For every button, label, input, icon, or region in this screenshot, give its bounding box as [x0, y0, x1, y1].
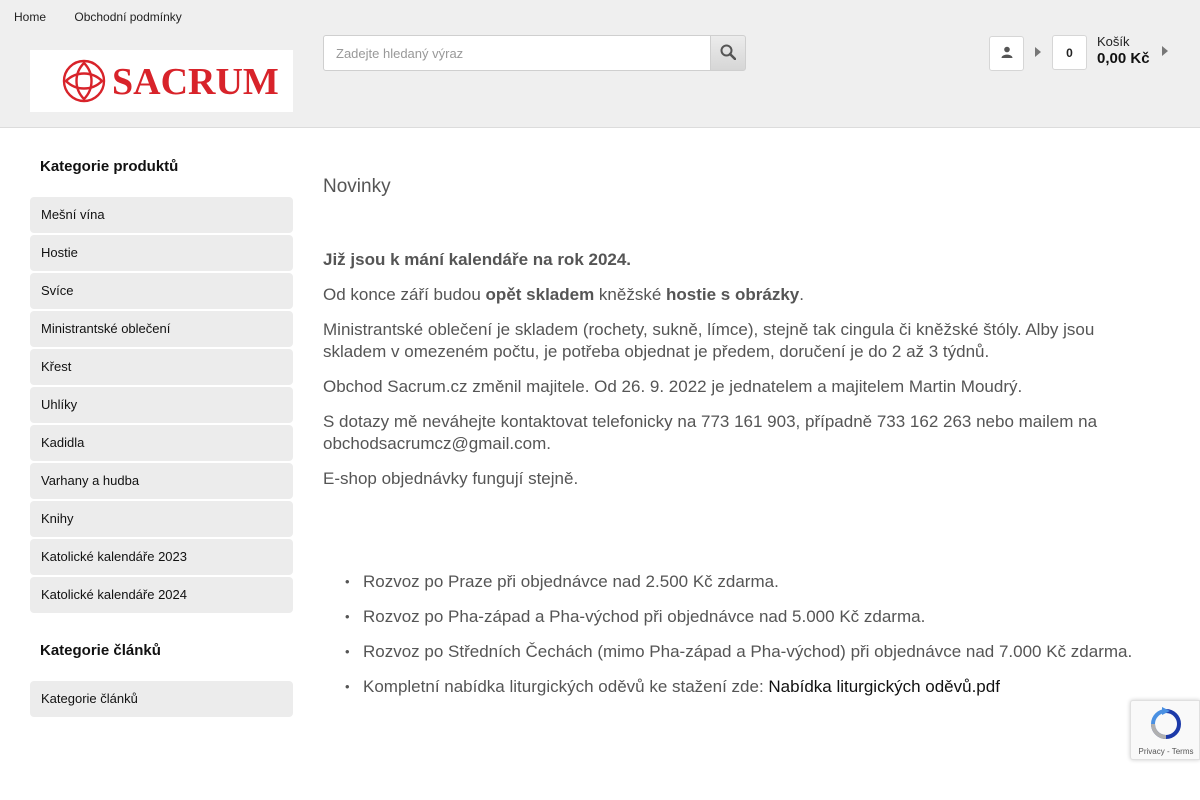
cart-arrow-icon[interactable] — [1162, 46, 1168, 56]
header — [0, 0, 1200, 128]
category-item[interactable]: Hostie — [30, 235, 293, 271]
category-item[interactable]: Uhlíky — [30, 387, 293, 423]
article-categories-heading: Kategorie článků — [40, 642, 161, 659]
pdf-download-link[interactable]: Nabídka liturgických oděvů.pdf — [768, 677, 1000, 696]
nav-terms-link[interactable]: Obchodní podmínky — [74, 10, 182, 24]
paragraph-hosts — [323, 284, 1153, 306]
product-category-list — [30, 197, 293, 613]
page-title: Novinky — [323, 176, 391, 197]
nav-home-link[interactable]: Home — [14, 10, 47, 24]
category-item[interactable]: Křest — [30, 349, 293, 385]
search-input[interactable] — [323, 35, 711, 71]
user-account-button[interactable] — [989, 36, 1024, 71]
article-category-item[interactable]: Kategorie článků — [30, 681, 293, 717]
search-icon — [720, 44, 736, 63]
paragraph-eshop: E-shop objednávky fungují stejně. — [323, 469, 579, 488]
text: . — [799, 285, 804, 304]
article-category-list — [30, 681, 293, 717]
list-item-text: Kompletní nabídka liturgických oděvů ke stažení zde: — [363, 677, 769, 696]
user-icon — [1001, 45, 1013, 63]
arrow-right-icon — [1035, 47, 1041, 57]
category-item[interactable]: Svíce — [30, 273, 293, 309]
search-form — [323, 35, 746, 71]
list-item: • Rozvoz po Praze při objednávce nad 2.500 Kč zdarma. — [363, 571, 1153, 593]
category-item[interactable]: Ministrantské oblečení — [30, 311, 293, 347]
category-item[interactable]: Katolické kalendáře 2024 — [30, 577, 293, 613]
category-item[interactable]: Varhany a hudba — [30, 463, 293, 499]
category-item[interactable]: Knihy — [30, 501, 293, 537]
paragraph-owner: Obchod Sacrum.cz změnil majitele. Od 26. 9. 2022 je jednatelem a majitelem Martin Moudrý. — [323, 377, 1023, 396]
sidebar — [30, 128, 293, 719]
recaptcha-badge[interactable] — [1130, 700, 1200, 760]
top-nav — [14, 10, 207, 24]
cart-price[interactable]: 0,00 Kč — [1097, 50, 1150, 67]
list-item: • Rozvoz po Středních Čechách (mimo Pha-západ a Pha-východ) při objednávce nad 7.000 Kč zdarma. — [363, 641, 1153, 663]
paragraph-contact: S dotazy mě neváhejte kontaktovat telefonicky na 773 161 903, případně 733 162 263 nebo mailem na obchodsacrumcz@gmail.com. — [323, 412, 1098, 453]
text: kněžské — [594, 285, 667, 304]
category-item[interactable]: Katolické kalendáře 2023 — [30, 539, 293, 575]
category-item[interactable]: Mešní vína — [30, 197, 293, 233]
cart-count[interactable]: 0 — [1052, 35, 1087, 70]
text-bold: opět skladem — [485, 285, 595, 304]
cart-label[interactable]: Košík — [1097, 34, 1130, 49]
delivery-list — [363, 571, 1153, 711]
category-item[interactable]: Kadidla — [30, 425, 293, 461]
text-bold: hostie s obrázky — [666, 285, 800, 304]
paragraph-altar-servers: Ministrantské oblečení je skladem (rochety, sukně, límce), stejně tak cingula či kněžské štóly. Alby jsou skladem v omezeném počtu, je potřeba objednat je předem, doručení je do 2 až 3 týdnů. — [323, 320, 1095, 361]
logo-text: SACRUM — [112, 61, 279, 103]
paragraph-calendars: Již jsou k mání kalendáře na rok 2024. — [323, 250, 632, 269]
list-item: • Rozvoz po Pha-západ a Pha-východ při objednávce nad 5.000 Kč zdarma. — [363, 606, 1153, 628]
text: Od konce září budou — [323, 285, 486, 304]
recaptcha-label: Privacy - Terms — [1138, 747, 1194, 756]
product-categories-heading: Kategorie produktů — [40, 158, 179, 175]
site-logo[interactable] — [30, 50, 293, 112]
search-button[interactable] — [710, 35, 746, 71]
list-item — [363, 676, 1153, 698]
